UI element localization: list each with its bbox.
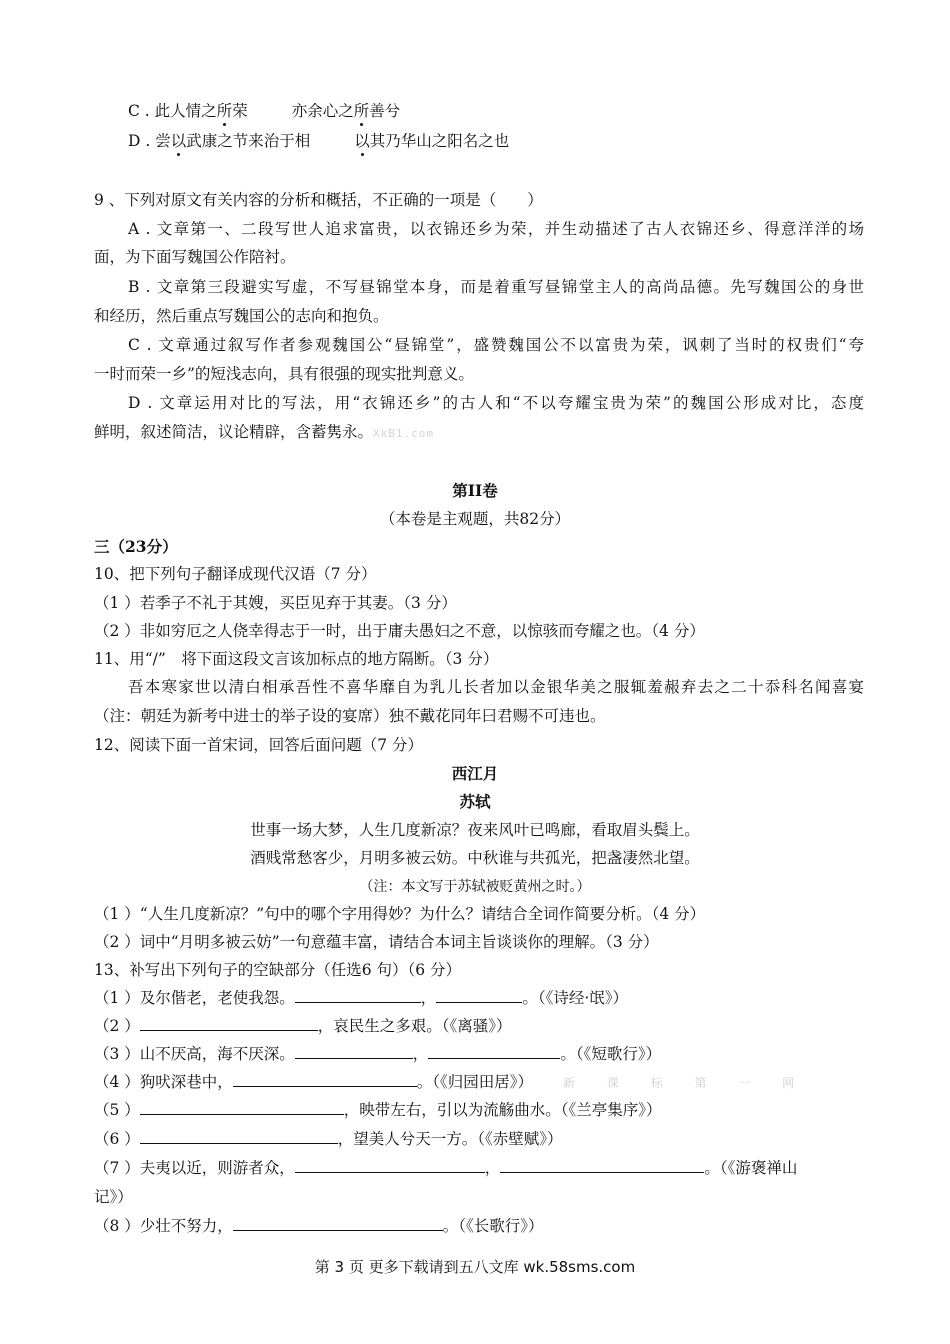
q13-item-3: （3 ）山不厌高，海不厌深。 ， 。（《短歌行》） — [94, 1045, 662, 1063]
answer-blank[interactable] — [295, 987, 421, 1003]
q9-stem: 9 、下列对原文有关内容的分析和概括，不正确的一项是（ ） — [94, 191, 543, 209]
q11-stem: 11、用“/” 将下面这段文言该加标点的地方隔断。（3 分） — [94, 650, 499, 668]
q11-passage-line2: （注：朝廷为新考中进士的举子设的宴席）独不戴花同年曰君赐不可违也。 — [94, 707, 606, 725]
part2-subtitle: （本卷是主观题，共82分） — [379, 510, 571, 528]
poem-author: 苏轼 — [459, 792, 491, 811]
option-c: C . 此人情之所荣 亦余心之所善兮 — [128, 102, 401, 120]
q9-option-b-line1: B . 文章第三段避实写虚，不写昼锦堂本身，而是着重写昼锦堂主人的高尚品德。先写魏国公的身世 — [128, 278, 864, 296]
part2-title: 第II卷 — [452, 481, 498, 500]
option-d: D . 尝以武康之节来治于相 以其乃华山之阳名之也 — [128, 132, 510, 150]
poem-note: （注：本文写于苏轼被贬黄州之时。） — [359, 879, 591, 895]
answer-blank[interactable] — [140, 1128, 338, 1144]
q13-stem: 13、补写出下列句子的空缺部分（任选6 句）（6 分） — [94, 961, 462, 979]
q9-option-c-line2: 一时而荣一乡”的短浅志向，具有很强的现实批判意义。 — [94, 365, 474, 383]
answer-blank[interactable] — [140, 1015, 318, 1031]
q12-subquestion-1: （1 ）“人生几度新凉？”句中的哪个字用得妙？为什么？请结合全词作简要分析。（4 分） — [94, 905, 706, 923]
page-footer: 第 3 页 更多下载请到五八文库 wk.58sms.com — [314, 1258, 636, 1276]
q13-item-7-continued: 记》） — [94, 1188, 133, 1206]
answer-blank[interactable] — [295, 1157, 485, 1173]
answer-blank[interactable] — [233, 1215, 443, 1231]
q13-item-7: （7 ）夫夷以近，则游者众， ， 。（《游褒禅山 — [94, 1159, 798, 1177]
q11-passage-line1: 吾本寒家世以清白相承吾性不喜华靡自为乳儿长者加以金银华美之服辄羞赧弃去之二十忝科名闻喜宴 — [128, 678, 864, 696]
q9-option-a-line2: 面，为下面写魏国公作陪衬。 — [94, 248, 296, 266]
emphasis-dot-char: 以 — [354, 132, 370, 150]
poem-title: 西江月 — [451, 764, 499, 783]
q9-option-c-line1: C . 文章通过叙写作者参观魏国公“昼锦堂”，盛赞魏国公不以富贵为荣，讽刺了当时的权贵们“夸 — [128, 336, 864, 354]
q12-stem: 12、阅读下面一首宋词，回答后面问题（7 分） — [94, 736, 424, 754]
section3-heading: 三（23分） — [94, 537, 178, 556]
q10-stem: 10、把下列句子翻译成现代汉语（7 分） — [94, 565, 377, 583]
poem-line-2: 酒贱常愁客少，月明多被云妨。中秋谁与共孤光，把盏凄然北望。 — [250, 849, 700, 867]
answer-blank[interactable] — [428, 1043, 560, 1059]
q9-option-d-line2: 鲜明，叙述简洁，议论精辟，含蓄隽永。XkB1.com — [94, 423, 434, 441]
q13-item-5: （5 ） ，映带左右，引以为流觞曲水。（《兰亭集序》） — [94, 1101, 662, 1119]
watermark-text: XkB1.com — [373, 427, 434, 440]
watermark-text: 新 课 标 第 一 网 — [563, 1076, 795, 1090]
answer-blank[interactable] — [500, 1157, 704, 1173]
q12-subquestion-2: （2 ）词中“月明多被云妨”一句意蕴丰富，请结合本词主旨谈谈你的理解。（3 分） — [94, 933, 659, 951]
answer-blank[interactable] — [436, 987, 522, 1003]
emphasis-dot-char: 所 — [216, 102, 233, 120]
answer-blank[interactable] — [233, 1071, 417, 1087]
q13-item-1: （1 ）及尔偕老，老使我怨。 ， 。（《诗经·氓》） — [94, 989, 628, 1007]
q13-item-8: （8 ）少壮不努力， 。（《长歌行》） — [94, 1217, 544, 1235]
q10-sentence-2: （2 ）非如穷厄之人侥幸得志于一时，出于庸夫愚妇之不意，以惊骇而夸耀之也。（4 分） — [94, 622, 705, 640]
q9-option-a-line1: A . 文章第一、二段写世人追求富贵，以衣锦还乡为荣，并生动描述了古人衣锦还乡、得意洋洋的场 — [128, 220, 864, 238]
answer-blank[interactable] — [140, 1099, 344, 1115]
q10-sentence-1: （1 ）若季子不礼于其嫂，买臣见弃于其妻。（3 分） — [94, 594, 457, 612]
q13-item-4: （4 ）狗吠深巷中， 。（《归园田居》） 新 课 标 第 一 网 — [94, 1073, 795, 1091]
q9-option-b-line2: 和经历，然后重点写魏国公的志向和抱负。 — [94, 307, 389, 325]
poem-line-1: 世事一场大梦，人生几度新凉？夜来风叶已鸣廊，看取眉头鬓上。 — [250, 821, 700, 839]
emphasis-dot-char: 以 — [170, 132, 187, 150]
q13-item-6: （6 ） ，望美人兮天一方。（《赤壁赋》） — [94, 1130, 563, 1148]
emphasis-dot-char: 所 — [353, 102, 370, 120]
q9-option-d-line1: D . 文章运用对比的写法，用“衣锦还乡”的古人和“不以夸耀宝贵为荣”的魏国公形成对比，态度 — [128, 394, 864, 412]
answer-blank[interactable] — [295, 1043, 413, 1059]
q13-item-2: （2 ） ，哀民生之多艰。（《离骚》） — [94, 1017, 512, 1035]
